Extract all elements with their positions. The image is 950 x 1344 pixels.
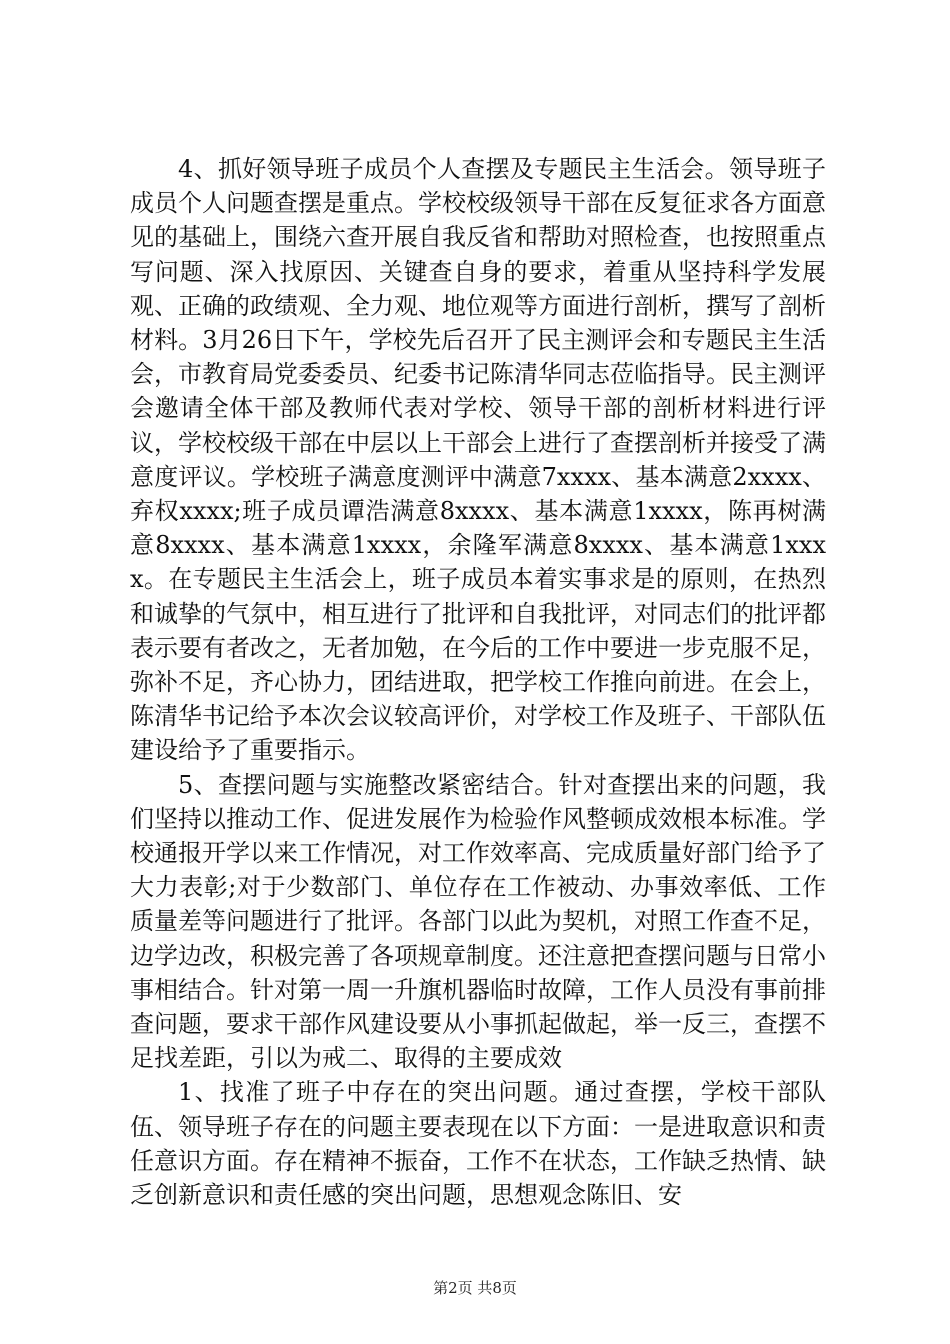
document-body [130,152,826,1212]
paragraph-4-leadership-review: 4、抓好领导班子成员个人查摆及专题民主生活会。领导班子成员个人问题查摆是重点。学校校级领导干部在反复征求各方面意见的基础上，围绕六查开展自我反省和帮助对照检查，也按照重点写问题、深入找原因、关键查自身的要求，着重从坚持科学发展观、正确的政绩观、全力观、地位观等方面进行剖析，撰写了剖析材料。3月26日下午，学校先后召开了民主测评会和专题民主生活会，市教育局党委委员、纪委书记陈清华同志莅临指导。民主测评会邀请全体干部及教师代表对学校、领导干部的剖析材料进行评议，学校校级干部在中层以上干部会上进行了查摆剖析并接受了满意度评议。学校班子满意度测评中满意7xxxx、基本满意2xxxx、弃权xxxx;班子成员谭浩满意8xxxx、基本满意1xxxx，陈再树满意8xxxx、基本满意1xxxx，余隆军满意8xxxx、基本满意1xxxx。在专题民主生活会上，班子成员本着实事求是的原则，在热烈和诚挚的气氛中，相互进行了批评和自我批评，对同志们的批评都表示要有者改之，无者加勉，在今后的工作中要进一步克服不足，弥补不足，齐心协力，团结进取，把学校工作推向前进。在会上，陈清华书记给予本次会议较高评价，对学校工作及班子、干部队伍建设给予了重要指示。 [130,155,826,765]
paragraph-1-main-problems: 1、找准了班子中存在的突出问题。通过查摆，学校干部队伍、领导班子存在的问题主要表现在以下方面：一是进取意识和责任意识方面。存在精神不振奋，工作不在状态，工作缺乏热情、缺乏创新意识和责任感的突出问题，思想观念陈旧、安 [130,1078,826,1210]
page-number-footer: 第2页 共8页 [433,1279,517,1297]
paragraph-5-rectification: 5、查摆问题与实施整改紧密结合。针对查摆出来的问题，我们坚持以推动工作、促进发展作为检验作风整顿成效根本标准。学校通报开学以来工作情况，对工作效率高、完成质量好部门给予了大力表彰;对于少数部门、单位存在工作被动、办事效率低、工作质量差等问题进行了批评。各部门以此为契机，对照工作查不足，边学边改，积极完善了各项规章制度。还注意把查摆问题与日常小事相结合。针对第一周一升旗机器临时故障，工作人员没有事前排查问题，要求干部作风建设要从小事抓起做起，举一反三，查摆不足找差距，引以为戒二、取得的主要成效 [130,770,826,1073]
